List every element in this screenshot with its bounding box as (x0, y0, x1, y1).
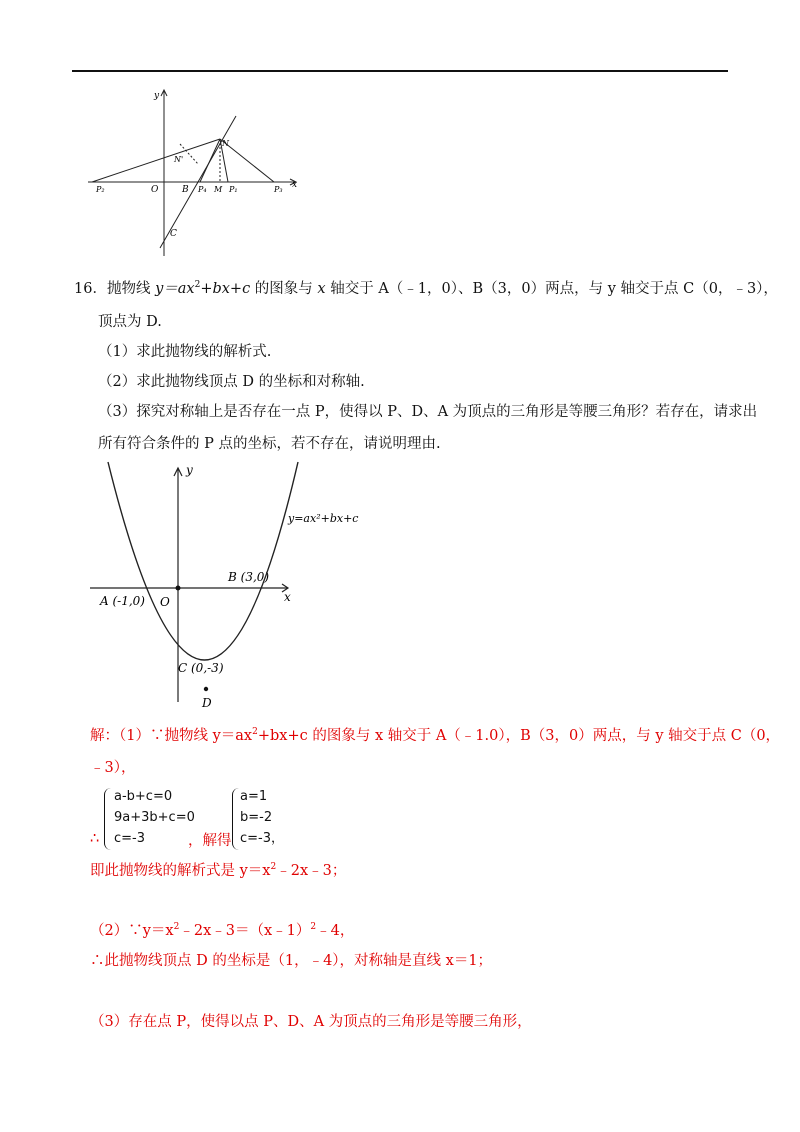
system2-brace (232, 788, 239, 850)
vertex-dot (204, 687, 208, 691)
origin-label: O (151, 185, 159, 195)
point-n-prime-label: N' (174, 155, 184, 164)
solve-word: ，解得 (188, 833, 232, 849)
solution-line1: 解：（1）∵抛物线 $y=ax^2+bx+c$ 的图象与 x 轴交于 A（﹣1.0），B（3，0）两点，与 y 轴交于点 C（0， (90, 727, 781, 744)
point-c-label: C (170, 229, 177, 239)
origin-dot (176, 586, 181, 591)
solution-line4: $(2)\because y=x^2﹣2x﹣3=(x﹣1)^2﹣4$， (90, 922, 355, 939)
parabola-figure (88, 458, 378, 714)
question-3-line2: 所有符合条件的 P 点的坐标，若不存在，请说明理由. (98, 436, 441, 452)
question-2: （2）求此抛物线顶点 D 的坐标和对称轴. (98, 374, 365, 390)
equation-system-2: a=1 b=-2 c=-3， (240, 789, 285, 846)
problem-line1: 16．抛物线 $y=ax^2+bx+c$ 的图象与 x 轴交于 A（﹣1，0）、B（3，0）两点，与 y 轴交于点 C（0，﹣3）， (74, 280, 778, 297)
point-p1-label: P₁ (229, 185, 238, 194)
y-label: y (154, 91, 160, 101)
geometry-figure (88, 86, 318, 256)
equation-label: y=ax²+bx+c (288, 512, 359, 525)
point-d-label: D (202, 696, 212, 710)
header-rule (72, 70, 728, 72)
point-b-label: B (182, 185, 189, 195)
system1-brace (104, 788, 111, 850)
problem-line2: 顶点为 D. (98, 314, 162, 330)
solution-line6: （3）存在点 P，使得以点 P、D、A 为顶点的三角形是等腰三角形， (90, 1014, 532, 1030)
therefore-symbol: ∴ (90, 831, 100, 847)
y-label: y (186, 463, 193, 477)
parabola-curve (108, 462, 298, 660)
equation-system-1: a-b+c=0 9a+3b+c=0 c=-3 (114, 789, 195, 846)
solution-line2: ﹣3）， (90, 760, 136, 776)
x-label: x (292, 180, 298, 190)
point-p3-label: P₃ (274, 185, 283, 194)
solution-line3: 即此抛物线的解析式是 $y=x^2﹣2x﹣3$； (90, 862, 347, 879)
x-label: x (284, 590, 291, 604)
point-c-label: C (0,-3) (178, 661, 224, 675)
point-p4-label: P₄ (198, 185, 207, 194)
origin-label: O (160, 595, 170, 609)
point-b-label: B (3,0) (228, 570, 270, 584)
question-1: （1）求此抛物线的解析式. (98, 344, 272, 360)
point-n-label: N (222, 139, 229, 148)
point-a-label: A (-1,0) (100, 594, 145, 608)
point-p2-label: P₂ (96, 185, 105, 194)
solution-line5: ∴此抛物线顶点 D 的坐标是（1，﹣4），对称轴是直线 x＝1； (90, 953, 493, 969)
question-3-line1: （3）探究对称轴上是否存在一点 P，使得以 P、D、A 为顶点的三角形是等腰三角形？若存在，请求出 (98, 404, 758, 420)
point-m-label: M (214, 185, 223, 194)
